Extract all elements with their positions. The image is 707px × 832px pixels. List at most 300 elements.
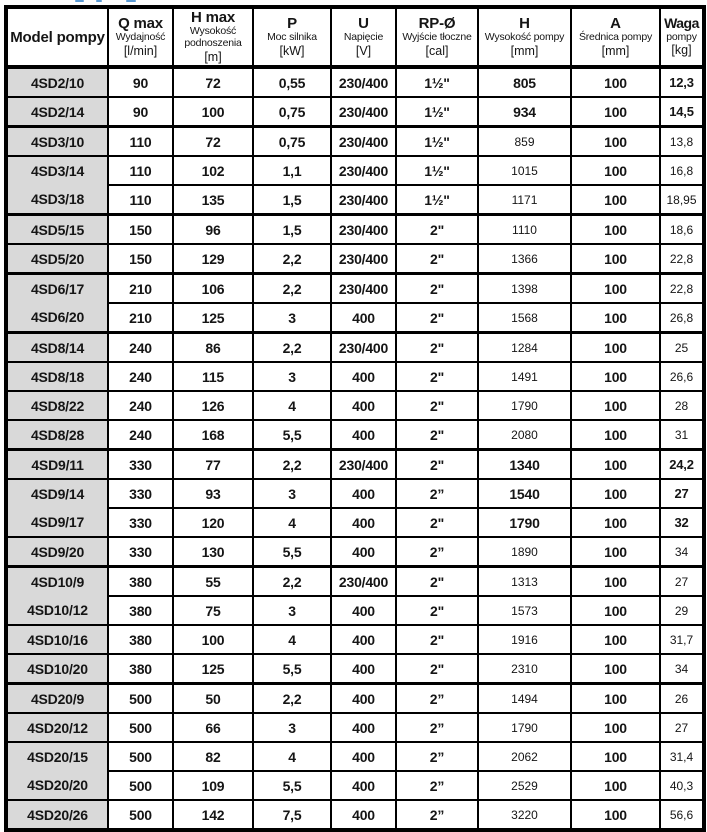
cell-pump-height: 805 xyxy=(478,67,571,97)
cell-voltage: 230/400 xyxy=(331,274,396,304)
column-title: P xyxy=(287,14,297,32)
cell-voltage: 230/400 xyxy=(331,567,396,597)
table-row xyxy=(6,333,704,363)
column-header-hmax xyxy=(173,7,253,67)
cell-pump-height: 1110 xyxy=(478,215,571,245)
cell-hmax-head: 77 xyxy=(173,450,253,480)
cell-pump-diameter: 100 xyxy=(571,185,660,215)
cell-model: 4SD10/12 xyxy=(6,596,108,625)
cell-qmax-flow: 380 xyxy=(108,567,173,597)
cell-hmax-head: 126 xyxy=(173,391,253,420)
cell-pump-diameter: 100 xyxy=(571,67,660,97)
cell-hmax-head: 125 xyxy=(173,303,253,333)
cell-motor-power: 2,2 xyxy=(253,244,331,274)
cell-hmax-head: 55 xyxy=(173,567,253,597)
table-row xyxy=(6,800,704,830)
cell-model: 4SD8/18 xyxy=(6,362,108,391)
cell-pump-diameter: 100 xyxy=(571,684,660,714)
column-subtitle: pompy xyxy=(666,30,697,43)
cell-voltage: 230/400 xyxy=(331,127,396,157)
cell-model: 4SD20/9 xyxy=(6,684,108,714)
cell-voltage: 400 xyxy=(331,420,396,450)
cell-outlet-size: 2” xyxy=(396,537,478,567)
cell-pump-diameter: 100 xyxy=(571,391,660,420)
cell-pump-diameter: 100 xyxy=(571,596,660,625)
cell-voltage: 400 xyxy=(331,479,396,508)
cell-pump-weight: 40,3 xyxy=(660,771,704,800)
cell-qmax-flow: 500 xyxy=(108,742,173,771)
table-row xyxy=(6,67,704,97)
column-subtitle: Wydajność xyxy=(115,31,166,44)
cell-qmax-flow: 500 xyxy=(108,684,173,714)
cell-pump-diameter: 100 xyxy=(571,537,660,567)
cell-pump-diameter: 100 xyxy=(571,800,660,830)
cell-motor-power: 5,5 xyxy=(253,420,331,450)
column-unit: [mm] xyxy=(510,43,539,58)
cell-qmax-flow: 380 xyxy=(108,625,173,654)
cell-pump-weight: 24,2 xyxy=(660,450,704,480)
table-row xyxy=(6,479,704,508)
cell-pump-diameter: 100 xyxy=(571,362,660,391)
cell-qmax-flow: 90 xyxy=(108,67,173,97)
cell-hmax-head: 86 xyxy=(173,333,253,363)
cell-pump-height: 2310 xyxy=(478,654,571,684)
table-row xyxy=(6,567,704,597)
cell-model: 4SD5/15 xyxy=(6,215,108,245)
cell-hmax-head: 100 xyxy=(173,625,253,654)
cell-hmax-head: 100 xyxy=(173,97,253,127)
cell-model: 4SD9/11 xyxy=(6,450,108,480)
column-subtitle: Wyjście tłoczne xyxy=(402,31,472,44)
column-header-outlet xyxy=(396,7,478,67)
cell-model: 4SD10/9 xyxy=(6,567,108,597)
cell-motor-power: 3 xyxy=(253,479,331,508)
cell-pump-height: 3220 xyxy=(478,800,571,830)
cell-motor-power: 5,5 xyxy=(253,654,331,684)
cell-hmax-head: 96 xyxy=(173,215,253,245)
cell-model: 4SD6/17 xyxy=(6,274,108,304)
cell-pump-diameter: 100 xyxy=(571,479,660,508)
cell-motor-power: 1,1 xyxy=(253,156,331,185)
cell-voltage: 400 xyxy=(331,508,396,537)
cell-pump-height: 1171 xyxy=(478,185,571,215)
cell-outlet-size: 2” xyxy=(396,742,478,771)
column-unit: [l/min] xyxy=(123,43,158,58)
table-row xyxy=(6,391,704,420)
cell-voltage: 230/400 xyxy=(331,215,396,245)
cell-hmax-head: 130 xyxy=(173,537,253,567)
cell-motor-power: 2,2 xyxy=(253,450,331,480)
column-title: Waga xyxy=(664,15,699,32)
cell-pump-height: 1916 xyxy=(478,625,571,654)
cell-pump-weight: 31,4 xyxy=(660,742,704,771)
column-title: H max xyxy=(190,9,236,26)
table-row xyxy=(6,97,704,127)
cell-qmax-flow: 330 xyxy=(108,450,173,480)
table-row xyxy=(6,274,704,304)
cell-pump-height: 1790 xyxy=(478,508,571,537)
cell-hmax-head: 115 xyxy=(173,362,253,391)
cell-model: 4SD10/20 xyxy=(6,654,108,684)
cell-outlet-size: 2" xyxy=(396,654,478,684)
cell-voltage: 400 xyxy=(331,684,396,714)
table-row xyxy=(6,185,704,215)
cell-model: 4SD8/22 xyxy=(6,391,108,420)
cell-outlet-size: 1½" xyxy=(396,185,478,215)
table-row xyxy=(6,625,704,654)
table-row xyxy=(6,156,704,185)
column-title: U xyxy=(358,14,369,32)
cell-voltage: 400 xyxy=(331,713,396,742)
cell-pump-diameter: 100 xyxy=(571,771,660,800)
cropped-caption-remnant xyxy=(0,0,707,3)
table-row xyxy=(6,127,704,157)
cell-pump-height: 1568 xyxy=(478,303,571,333)
column-title: RP-Ø xyxy=(418,14,456,32)
cell-hmax-head: 72 xyxy=(173,67,253,97)
column-subtitle: Średnica pompy xyxy=(578,31,653,44)
cell-pump-height: 859 xyxy=(478,127,571,157)
header-row xyxy=(6,7,704,67)
cell-model: 4SD9/20 xyxy=(6,537,108,567)
cell-motor-power: 4 xyxy=(253,391,331,420)
cell-voltage: 230/400 xyxy=(331,185,396,215)
cell-hmax-head: 135 xyxy=(173,185,253,215)
cell-hmax-head: 93 xyxy=(173,479,253,508)
column-subtitle: Wysokość podnoszenia xyxy=(184,25,242,49)
cell-outlet-size: 2" xyxy=(396,333,478,363)
cell-qmax-flow: 240 xyxy=(108,391,173,420)
cell-outlet-size: 2” xyxy=(396,800,478,830)
column-unit: [cal] xyxy=(425,43,449,58)
cell-model: 4SD3/10 xyxy=(6,127,108,157)
cell-outlet-size: 2” xyxy=(396,479,478,508)
spec-sheet xyxy=(4,5,706,832)
cell-model: 4SD8/28 xyxy=(6,420,108,450)
cell-motor-power: 2,2 xyxy=(253,274,331,304)
cell-qmax-flow: 500 xyxy=(108,713,173,742)
cell-outlet-size: 2" xyxy=(396,274,478,304)
table-row xyxy=(6,713,704,742)
cell-pump-height: 1366 xyxy=(478,244,571,274)
cell-model: 4SD20/12 xyxy=(6,713,108,742)
cell-pump-height: 1491 xyxy=(478,362,571,391)
cell-hmax-head: 72 xyxy=(173,127,253,157)
cell-pump-height: 1790 xyxy=(478,713,571,742)
cell-pump-weight: 56,6 xyxy=(660,800,704,830)
cell-qmax-flow: 330 xyxy=(108,479,173,508)
cell-voltage: 230/400 xyxy=(331,333,396,363)
cell-motor-power: 0,75 xyxy=(253,97,331,127)
column-title: H xyxy=(519,14,530,32)
cell-model: 4SD8/14 xyxy=(6,333,108,363)
cell-pump-diameter: 100 xyxy=(571,156,660,185)
column-header-pump-height xyxy=(478,7,571,67)
table-row xyxy=(6,684,704,714)
cell-motor-power: 4 xyxy=(253,625,331,654)
cell-qmax-flow: 500 xyxy=(108,800,173,830)
table-row xyxy=(6,420,704,450)
cell-pump-diameter: 100 xyxy=(571,742,660,771)
caption-fragment xyxy=(126,0,136,2)
cell-pump-diameter: 100 xyxy=(571,215,660,245)
cell-qmax-flow: 150 xyxy=(108,244,173,274)
cell-pump-diameter: 100 xyxy=(571,97,660,127)
cell-qmax-flow: 380 xyxy=(108,596,173,625)
cell-hmax-head: 120 xyxy=(173,508,253,537)
cell-pump-height: 2529 xyxy=(478,771,571,800)
cell-motor-power: 5,5 xyxy=(253,771,331,800)
cell-motor-power: 3 xyxy=(253,362,331,391)
column-header-power xyxy=(253,7,331,67)
cell-hmax-head: 142 xyxy=(173,800,253,830)
column-header-qmax xyxy=(108,7,173,67)
pump-spec-table xyxy=(4,5,706,832)
cell-motor-power: 3 xyxy=(253,596,331,625)
cell-pump-height: 2062 xyxy=(478,742,571,771)
cell-qmax-flow: 110 xyxy=(108,127,173,157)
cell-pump-height: 1790 xyxy=(478,391,571,420)
cell-qmax-flow: 90 xyxy=(108,97,173,127)
cell-pump-height: 1015 xyxy=(478,156,571,185)
table-row xyxy=(6,362,704,391)
cell-model: 4SD3/14 xyxy=(6,156,108,185)
cell-outlet-size: 2" xyxy=(396,362,478,391)
cell-pump-weight: 27 xyxy=(660,567,704,597)
cell-outlet-size: 1½" xyxy=(396,127,478,157)
cell-pump-weight: 26 xyxy=(660,684,704,714)
table-row xyxy=(6,537,704,567)
cell-voltage: 230/400 xyxy=(331,97,396,127)
cell-voltage: 230/400 xyxy=(331,244,396,274)
cell-outlet-size: 2” xyxy=(396,713,478,742)
cell-outlet-size: 1½" xyxy=(396,67,478,97)
cell-pump-weight: 34 xyxy=(660,537,704,567)
cell-outlet-size: 2” xyxy=(396,684,478,714)
cell-voltage: 400 xyxy=(331,596,396,625)
cell-qmax-flow: 330 xyxy=(108,537,173,567)
cell-pump-height: 1573 xyxy=(478,596,571,625)
cell-outlet-size: 2" xyxy=(396,596,478,625)
cell-pump-diameter: 100 xyxy=(571,420,660,450)
cell-pump-weight: 31 xyxy=(660,420,704,450)
column-subtitle: Wysokość pompy xyxy=(484,31,565,44)
cell-qmax-flow: 210 xyxy=(108,303,173,333)
cell-pump-diameter: 100 xyxy=(571,303,660,333)
cell-outlet-size: 1½" xyxy=(396,97,478,127)
cell-outlet-size: 2" xyxy=(396,567,478,597)
cell-pump-weight: 26,6 xyxy=(660,362,704,391)
cell-model: 4SD5/20 xyxy=(6,244,108,274)
cell-pump-weight: 13,8 xyxy=(660,127,704,157)
cell-motor-power: 5,5 xyxy=(253,537,331,567)
column-header-diameter xyxy=(571,7,660,67)
table-body xyxy=(6,67,704,830)
table-row xyxy=(6,742,704,771)
cell-voltage: 400 xyxy=(331,362,396,391)
cell-pump-weight: 18,6 xyxy=(660,215,704,245)
cell-outlet-size: 2" xyxy=(396,391,478,420)
cell-hmax-head: 106 xyxy=(173,274,253,304)
cell-motor-power: 2,2 xyxy=(253,333,331,363)
cell-pump-weight: 29 xyxy=(660,596,704,625)
cell-qmax-flow: 240 xyxy=(108,420,173,450)
column-unit: [kW] xyxy=(279,43,305,58)
cell-pump-weight: 26,8 xyxy=(660,303,704,333)
cell-motor-power: 2,2 xyxy=(253,684,331,714)
cell-pump-diameter: 100 xyxy=(571,450,660,480)
column-title: Q max xyxy=(118,14,163,32)
cell-pump-height: 934 xyxy=(478,97,571,127)
cell-model: 4SD9/14 xyxy=(6,479,108,508)
column-subtitle: Moc silnika xyxy=(267,31,317,44)
cell-hmax-head: 75 xyxy=(173,596,253,625)
cell-pump-weight: 27 xyxy=(660,713,704,742)
cell-pump-weight: 22,8 xyxy=(660,274,704,304)
column-header-voltage xyxy=(331,7,396,67)
column-unit: [kg] xyxy=(671,43,692,58)
cell-qmax-flow: 110 xyxy=(108,156,173,185)
caption-fragment xyxy=(75,0,84,2)
cell-qmax-flow: 330 xyxy=(108,508,173,537)
cell-voltage: 400 xyxy=(331,742,396,771)
caption-fragment xyxy=(96,0,102,2)
column-title: A xyxy=(610,14,621,32)
cell-motor-power: 0,75 xyxy=(253,127,331,157)
cell-model: 4SD2/10 xyxy=(6,67,108,97)
cell-pump-height: 1494 xyxy=(478,684,571,714)
cell-outlet-size: 2" xyxy=(396,244,478,274)
cell-qmax-flow: 150 xyxy=(108,215,173,245)
cell-pump-diameter: 100 xyxy=(571,713,660,742)
cell-model: 4SD10/16 xyxy=(6,625,108,654)
cell-pump-height: 1284 xyxy=(478,333,571,363)
cell-model: 4SD6/20 xyxy=(6,303,108,333)
cell-pump-diameter: 100 xyxy=(571,244,660,274)
column-subtitle: Napięcie xyxy=(343,31,384,44)
cell-outlet-size: 2" xyxy=(396,303,478,333)
cell-motor-power: 1,5 xyxy=(253,215,331,245)
table-row xyxy=(6,654,704,684)
cell-outlet-size: 2" xyxy=(396,508,478,537)
cell-model: 4SD20/26 xyxy=(6,800,108,830)
cell-pump-weight: 22,8 xyxy=(660,244,704,274)
cell-pump-diameter: 100 xyxy=(571,127,660,157)
table-row xyxy=(6,508,704,537)
cell-hmax-head: 109 xyxy=(173,771,253,800)
table-row xyxy=(6,450,704,480)
column-header-model xyxy=(6,7,108,67)
column-unit: [V] xyxy=(355,43,372,58)
table-row xyxy=(6,244,704,274)
cell-voltage: 400 xyxy=(331,800,396,830)
cell-motor-power: 4 xyxy=(253,508,331,537)
cell-pump-height: 1340 xyxy=(478,450,571,480)
cell-pump-height: 1540 xyxy=(478,479,571,508)
cell-outlet-size: 2” xyxy=(396,771,478,800)
column-header-weight xyxy=(660,7,704,67)
cell-qmax-flow: 240 xyxy=(108,333,173,363)
cell-pump-height: 1890 xyxy=(478,537,571,567)
cell-pump-weight: 25 xyxy=(660,333,704,363)
cell-pump-weight: 34 xyxy=(660,654,704,684)
cell-pump-weight: 31,7 xyxy=(660,625,704,654)
cell-pump-diameter: 100 xyxy=(571,333,660,363)
cell-voltage: 230/400 xyxy=(331,450,396,480)
cell-voltage: 230/400 xyxy=(331,67,396,97)
cell-outlet-size: 2" xyxy=(396,625,478,654)
cell-outlet-size: 2" xyxy=(396,420,478,450)
cell-voltage: 400 xyxy=(331,537,396,567)
cell-model: 4SD2/14 xyxy=(6,97,108,127)
cell-pump-weight: 28 xyxy=(660,391,704,420)
cell-motor-power: 1,5 xyxy=(253,185,331,215)
cell-pump-height: 2080 xyxy=(478,420,571,450)
cell-qmax-flow: 500 xyxy=(108,771,173,800)
cell-motor-power: 4 xyxy=(253,742,331,771)
cell-voltage: 400 xyxy=(331,625,396,654)
cell-pump-weight: 14,5 xyxy=(660,97,704,127)
cell-qmax-flow: 240 xyxy=(108,362,173,391)
cell-qmax-flow: 380 xyxy=(108,654,173,684)
cell-motor-power: 7,5 xyxy=(253,800,331,830)
cell-pump-diameter: 100 xyxy=(571,625,660,654)
cell-hmax-head: 82 xyxy=(173,742,253,771)
cell-voltage: 400 xyxy=(331,654,396,684)
cell-pump-height: 1398 xyxy=(478,274,571,304)
cell-hmax-head: 50 xyxy=(173,684,253,714)
cell-motor-power: 3 xyxy=(253,303,331,333)
cell-pump-weight: 12,3 xyxy=(660,67,704,97)
table-row xyxy=(6,596,704,625)
column-unit: [m] xyxy=(204,49,222,64)
cell-pump-weight: 32 xyxy=(660,508,704,537)
cell-voltage: 400 xyxy=(331,771,396,800)
cell-model: 4SD3/18 xyxy=(6,185,108,215)
cell-pump-weight: 27 xyxy=(660,479,704,508)
cell-model: 4SD20/15 xyxy=(6,742,108,771)
cell-pump-weight: 18,95 xyxy=(660,185,704,215)
cell-pump-diameter: 100 xyxy=(571,274,660,304)
column-unit: [mm] xyxy=(601,43,630,58)
table-row xyxy=(6,215,704,245)
cell-voltage: 400 xyxy=(331,391,396,420)
cell-voltage: 400 xyxy=(331,303,396,333)
cell-qmax-flow: 110 xyxy=(108,185,173,215)
cell-hmax-head: 125 xyxy=(173,654,253,684)
cell-hmax-head: 66 xyxy=(173,713,253,742)
cell-hmax-head: 168 xyxy=(173,420,253,450)
table-header xyxy=(6,7,704,67)
cell-outlet-size: 2" xyxy=(396,215,478,245)
cell-pump-diameter: 100 xyxy=(571,654,660,684)
cell-pump-diameter: 100 xyxy=(571,508,660,537)
cell-voltage: 230/400 xyxy=(331,156,396,185)
cell-hmax-head: 129 xyxy=(173,244,253,274)
cell-pump-weight: 16,8 xyxy=(660,156,704,185)
cell-model: 4SD9/17 xyxy=(6,508,108,537)
cell-outlet-size: 2" xyxy=(396,450,478,480)
cell-motor-power: 3 xyxy=(253,713,331,742)
table-row xyxy=(6,303,704,333)
cell-hmax-head: 102 xyxy=(173,156,253,185)
cell-pump-diameter: 100 xyxy=(571,567,660,597)
cell-qmax-flow: 210 xyxy=(108,274,173,304)
column-title: Model pompy xyxy=(10,28,105,46)
cell-motor-power: 2,2 xyxy=(253,567,331,597)
cell-motor-power: 0,55 xyxy=(253,67,331,97)
cell-model: 4SD20/20 xyxy=(6,771,108,800)
